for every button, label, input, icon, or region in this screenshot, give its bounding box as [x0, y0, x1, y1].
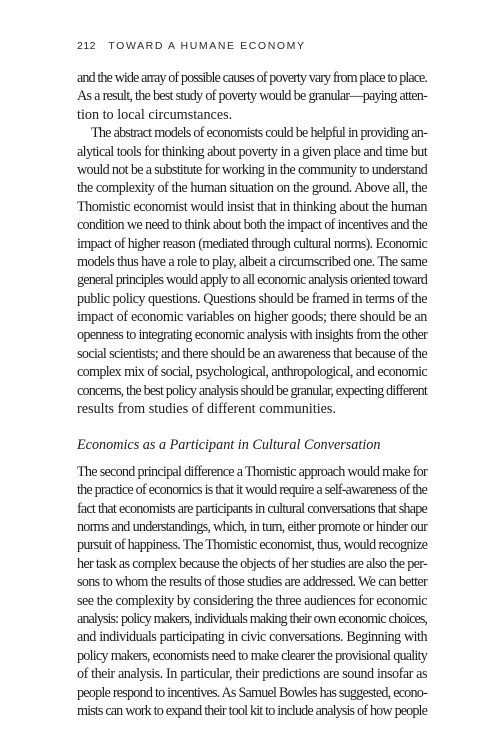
- section-spacer: [77, 418, 427, 436]
- text-line: and the wide array of possible causes of poverty vary from place to place.: [77, 70, 427, 86]
- paragraph-1: [77, 69, 427, 124]
- text-line: people respond to incentives. As Samuel Bowles has suggested, econo-: [77, 684, 427, 701]
- text-line: impact of higher reason (mediated through cultural norms). Economic: [77, 235, 427, 252]
- text-line: Thomistic economist would insist that in thinking about the human: [77, 198, 427, 215]
- text-line: alytical tools for thinking about poverty in a given place and time but: [77, 143, 427, 160]
- book-title: TOWARD A HUMANE ECONOMY: [108, 40, 306, 52]
- text-line: models thus have a role to play, albeit a circumscribed one. The same: [77, 253, 427, 270]
- text-line: openness to integrating economic analysis with insights from the other: [77, 327, 427, 344]
- text-line: condition we need to think about both the impact of incentives and the: [77, 217, 427, 234]
- text-line: As a result, the best study of poverty would be granular—paying atten-: [77, 88, 427, 105]
- text-line: and individuals participating in civic conversations. Beginning with: [77, 629, 427, 646]
- text-line: of their analysis. In particular, their predictions are sound insofar as: [77, 666, 427, 683]
- text-line: tion to local circumstances.: [77, 106, 233, 123]
- page-number: 212: [77, 40, 97, 52]
- text-line: the practice of economics is that it would require a self-awareness of the: [77, 482, 427, 499]
- text-line: mists can work to expand their tool kit to include analysis of how people: [77, 702, 427, 719]
- text-line: her task as complex because the objects of her studies are also the per-: [77, 555, 427, 572]
- text-line: pursuit of happiness. The Thomistic economist, thus, would recognize: [77, 537, 428, 554]
- text-line: complex mix of social, psychological, anthropological, and economic: [77, 364, 427, 381]
- text-line: concerns, the best policy analysis should be granular, expecting different: [77, 382, 427, 399]
- text-line: analysis: policy makers, individuals making their own economic choices,: [77, 610, 427, 627]
- text-line: results from studies of different communities.: [77, 401, 337, 418]
- text-line: general principles would apply to all economic analysis oriented toward: [77, 272, 427, 289]
- running-head: [77, 40, 437, 52]
- text-line: policy makers, economists need to make clearer the provisional quality: [77, 647, 427, 664]
- text-line: sons to whom the results of those studies are addressed. We can better: [77, 574, 427, 591]
- text-line: the complexity of the human situation on the ground. Above all, the: [77, 180, 427, 197]
- text-line: impact of economic variables on higher goods; there should be an: [77, 309, 427, 326]
- text-line: The abstract models of economists could be helpful in providing an-: [91, 125, 427, 142]
- text-line: social scientists; and there should be an awareness that because of the: [77, 345, 427, 362]
- paragraph-2: [77, 124, 427, 418]
- text-line: see the complexity by considering the three audiences for economic: [77, 592, 427, 609]
- text-line: public policy questions. Questions should be framed in terms of the: [77, 290, 427, 307]
- section-heading: Economics as a Participant in Cultural Conversation: [77, 437, 381, 454]
- text-line: fact that economists are participants in cultural conversations that shape: [77, 500, 427, 517]
- text-line: would not be a substitute for working in the community to understand: [77, 161, 427, 178]
- section-spacer: [77, 455, 427, 463]
- text-line: norms and understandings, which, in turn, either promote or hinder our: [77, 518, 427, 535]
- text-body: [77, 69, 427, 720]
- paragraph-3: [77, 463, 427, 720]
- text-line: The second principal difference a Thomistic approach would make for: [77, 463, 427, 480]
